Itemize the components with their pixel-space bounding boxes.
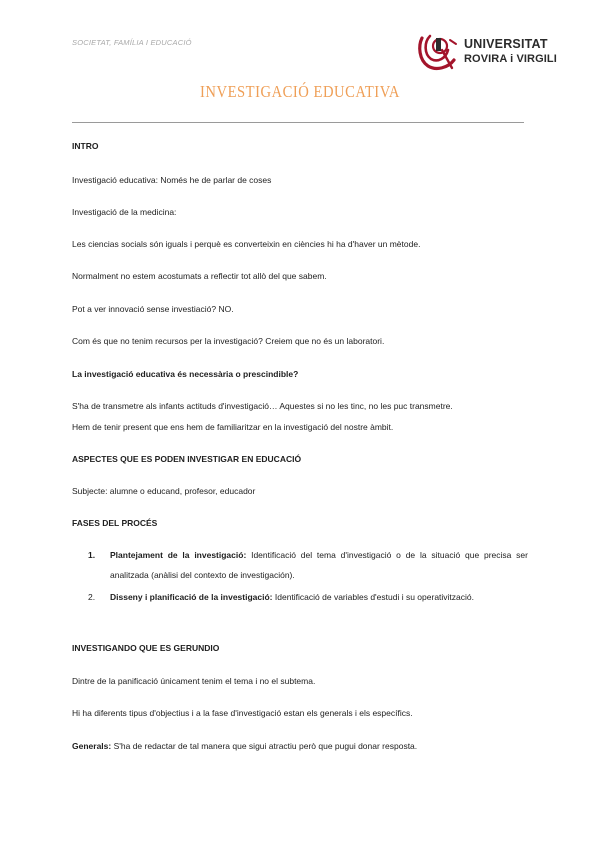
paragraph: Normalment no estem acostumats a reflectir tot allò del que sabem. xyxy=(72,271,327,281)
paragraph: Pot a ver innovació sense investiació? NO. xyxy=(72,304,234,314)
section-heading-gerund: INVESTIGANDO QUE ES GERUNDIO xyxy=(72,643,220,653)
phase-description: Identificació de variables d'estudi i su operativització. xyxy=(272,592,474,602)
urv-logo-mark-icon xyxy=(416,32,460,72)
paragraph: Com és que no tenim recursos per la investigació? Creiem que no és un laboratori. xyxy=(72,336,385,346)
list-item xyxy=(88,545,528,585)
paragraph: S'ha de transmetre als infants actituds d'investigació… Aquestes si no les tinc, no les puc transmetre. xyxy=(72,401,453,411)
paragraph: Hem de tenir present que ens hem de familiaritzar en la investigació del nostre àmbit. xyxy=(72,422,394,432)
list-number: 2. xyxy=(88,592,96,602)
phase-title: Plantejament de la investigació: xyxy=(110,550,247,560)
university-logo xyxy=(416,32,566,72)
generals-label: Generals: xyxy=(72,741,112,751)
document-title: INVESTIGACIÓ EDUCATIVA xyxy=(200,82,400,101)
paragraph: Investigació educativa: Només he de parlar de coses xyxy=(72,175,272,185)
running-header: SOCIETAT, FAMÍLIA I EDUCACIÓ xyxy=(72,38,192,47)
phase-description: Identificació del tema d'investigació o de la situació que precisa ser analitzada (anàlisi del contexto de investigación). xyxy=(110,550,528,580)
section-heading-aspects: ASPECTES QUE ES PODEN INVESTIGAR EN EDUCACIÓ xyxy=(72,454,302,464)
section-heading-phases: FASES DEL PROCÉS xyxy=(72,518,158,528)
section-heading-intro: INTRO xyxy=(72,141,99,151)
paragraph xyxy=(72,736,528,756)
logo-line-1: UNIVERSITAT xyxy=(464,37,548,51)
title-divider xyxy=(72,122,524,123)
logo-line-2: ROVIRA i VIRGILI xyxy=(464,53,557,65)
phase-title: Disseny i planificació de la investigació: xyxy=(110,592,273,602)
generals-text: S'ha de redactar de tal manera que sigui atractiu però que pugui donar resposta. xyxy=(111,741,418,751)
list-number: 1. xyxy=(88,550,96,560)
paragraph: Hi ha diferents tipus d'objectius i a la fase d'investigació estan els generals i els específics. xyxy=(72,708,413,718)
paragraph: Les ciencias socials són iguals i perquè es converteixin en ciències hi ha d'haver un mètode. xyxy=(72,239,421,249)
paragraph: Investigació de la medicina: xyxy=(72,207,177,217)
list-item xyxy=(88,587,528,607)
question-heading: La investigació educativa és necessària o prescindible? xyxy=(72,369,299,379)
paragraph: Subjecte: alumne o educand, profesor, educador xyxy=(72,486,256,496)
paragraph: Dintre de la panificació únicament tenim el tema i no el subtema. xyxy=(72,676,316,686)
